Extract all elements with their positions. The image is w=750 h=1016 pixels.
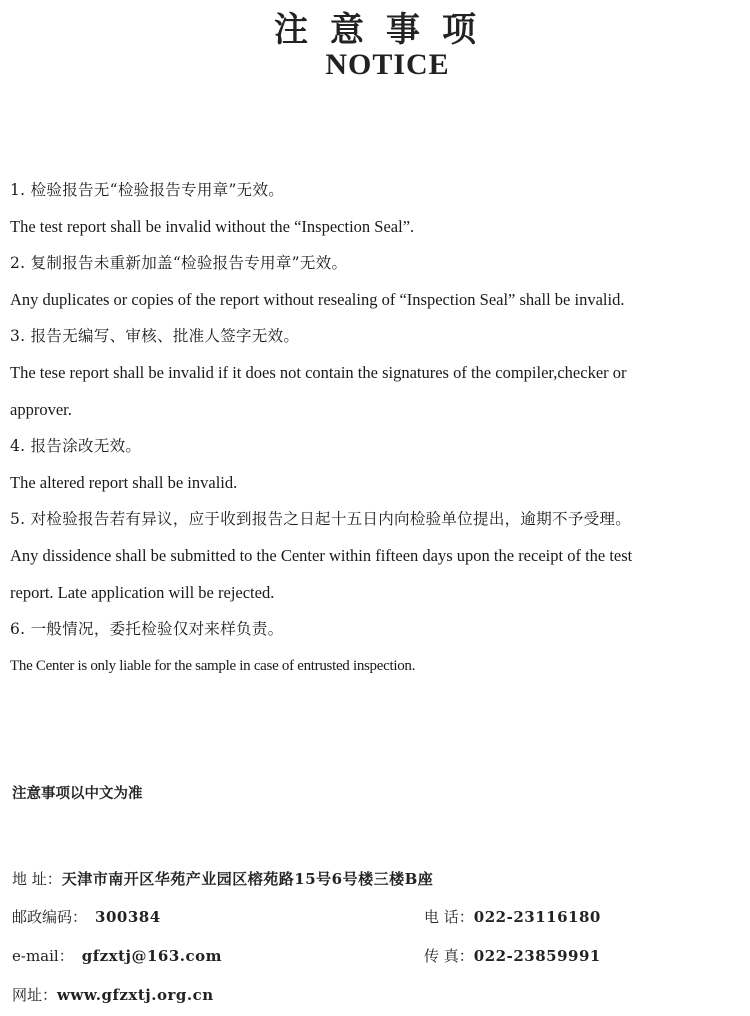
- fax-value: 022-23859991: [473, 947, 601, 965]
- notice-line: The test report shall be invalid without the “Inspection Seal”.: [10, 216, 415, 236]
- page-title-english: NOTICE: [325, 48, 450, 81]
- page-title-chinese: 注意事项: [274, 10, 498, 50]
- email-label: e-mail：: [12, 947, 74, 965]
- phone-row: [424, 906, 601, 927]
- notice-line: The altered report shall be invalid.: [10, 472, 238, 492]
- notice-line: The Center is only liable for the sample in case of entrusted inspection.: [10, 657, 416, 674]
- fax-label: 传 真：: [424, 947, 474, 965]
- phone-value: 022-23116180: [473, 908, 601, 926]
- notice-line: The tese report shall be invalid if it does not contain the signatures of the compiler,checker or: [10, 362, 627, 382]
- notice-line: 3. 报告无编写、审核、批准人签字无效。: [10, 327, 300, 346]
- postcode-row: [12, 906, 161, 927]
- fax-row: [424, 945, 601, 966]
- notice-line: 2. 复制报告未重新加盖“检验报告专用章”无效。: [10, 254, 348, 273]
- address-row: [12, 868, 433, 889]
- website-label: 网址：: [12, 986, 58, 1004]
- notice-line: report. Late application will be rejected.: [10, 582, 275, 602]
- language-precedence-note: 注意事项以中文为准: [12, 785, 143, 802]
- address-label: 地 址：: [12, 870, 62, 888]
- address-value: 天津市南开区华苑产业园区榕苑路15号6号楼三楼B座: [61, 870, 434, 888]
- notice-line: Any duplicates or copies of the report without resealing of “Inspection Seal” shall be invalid.: [10, 289, 625, 309]
- notice-line: 6. 一般情况，委托检验仅对来样负责。: [10, 620, 284, 639]
- postcode-value: 300384: [95, 908, 161, 926]
- notice-line: 4. 报告涂改无效。: [10, 437, 142, 456]
- notice-list: [10, 172, 746, 684]
- email-value: gfzxtj@163.com: [81, 947, 223, 965]
- notice-line: 5. 对检验报告若有异议，应于收到报告之日起十五日内向检验单位提出，逾期不予受理。: [10, 510, 632, 529]
- notice-line: Any dissidence shall be submitted to the Center within fifteen days upon the receipt of the test: [10, 545, 633, 565]
- postcode-label: 邮政编码：: [12, 908, 88, 926]
- phone-label: 电 话：: [424, 908, 474, 926]
- website-row: [12, 984, 214, 1005]
- notice-line: 1. 检验报告无“检验报告专用章”无效。: [10, 181, 285, 199]
- website-value: www.gfzxtj.org.cn: [57, 986, 214, 1004]
- notice-line: approver.: [10, 399, 72, 419]
- email-row: [12, 945, 222, 966]
